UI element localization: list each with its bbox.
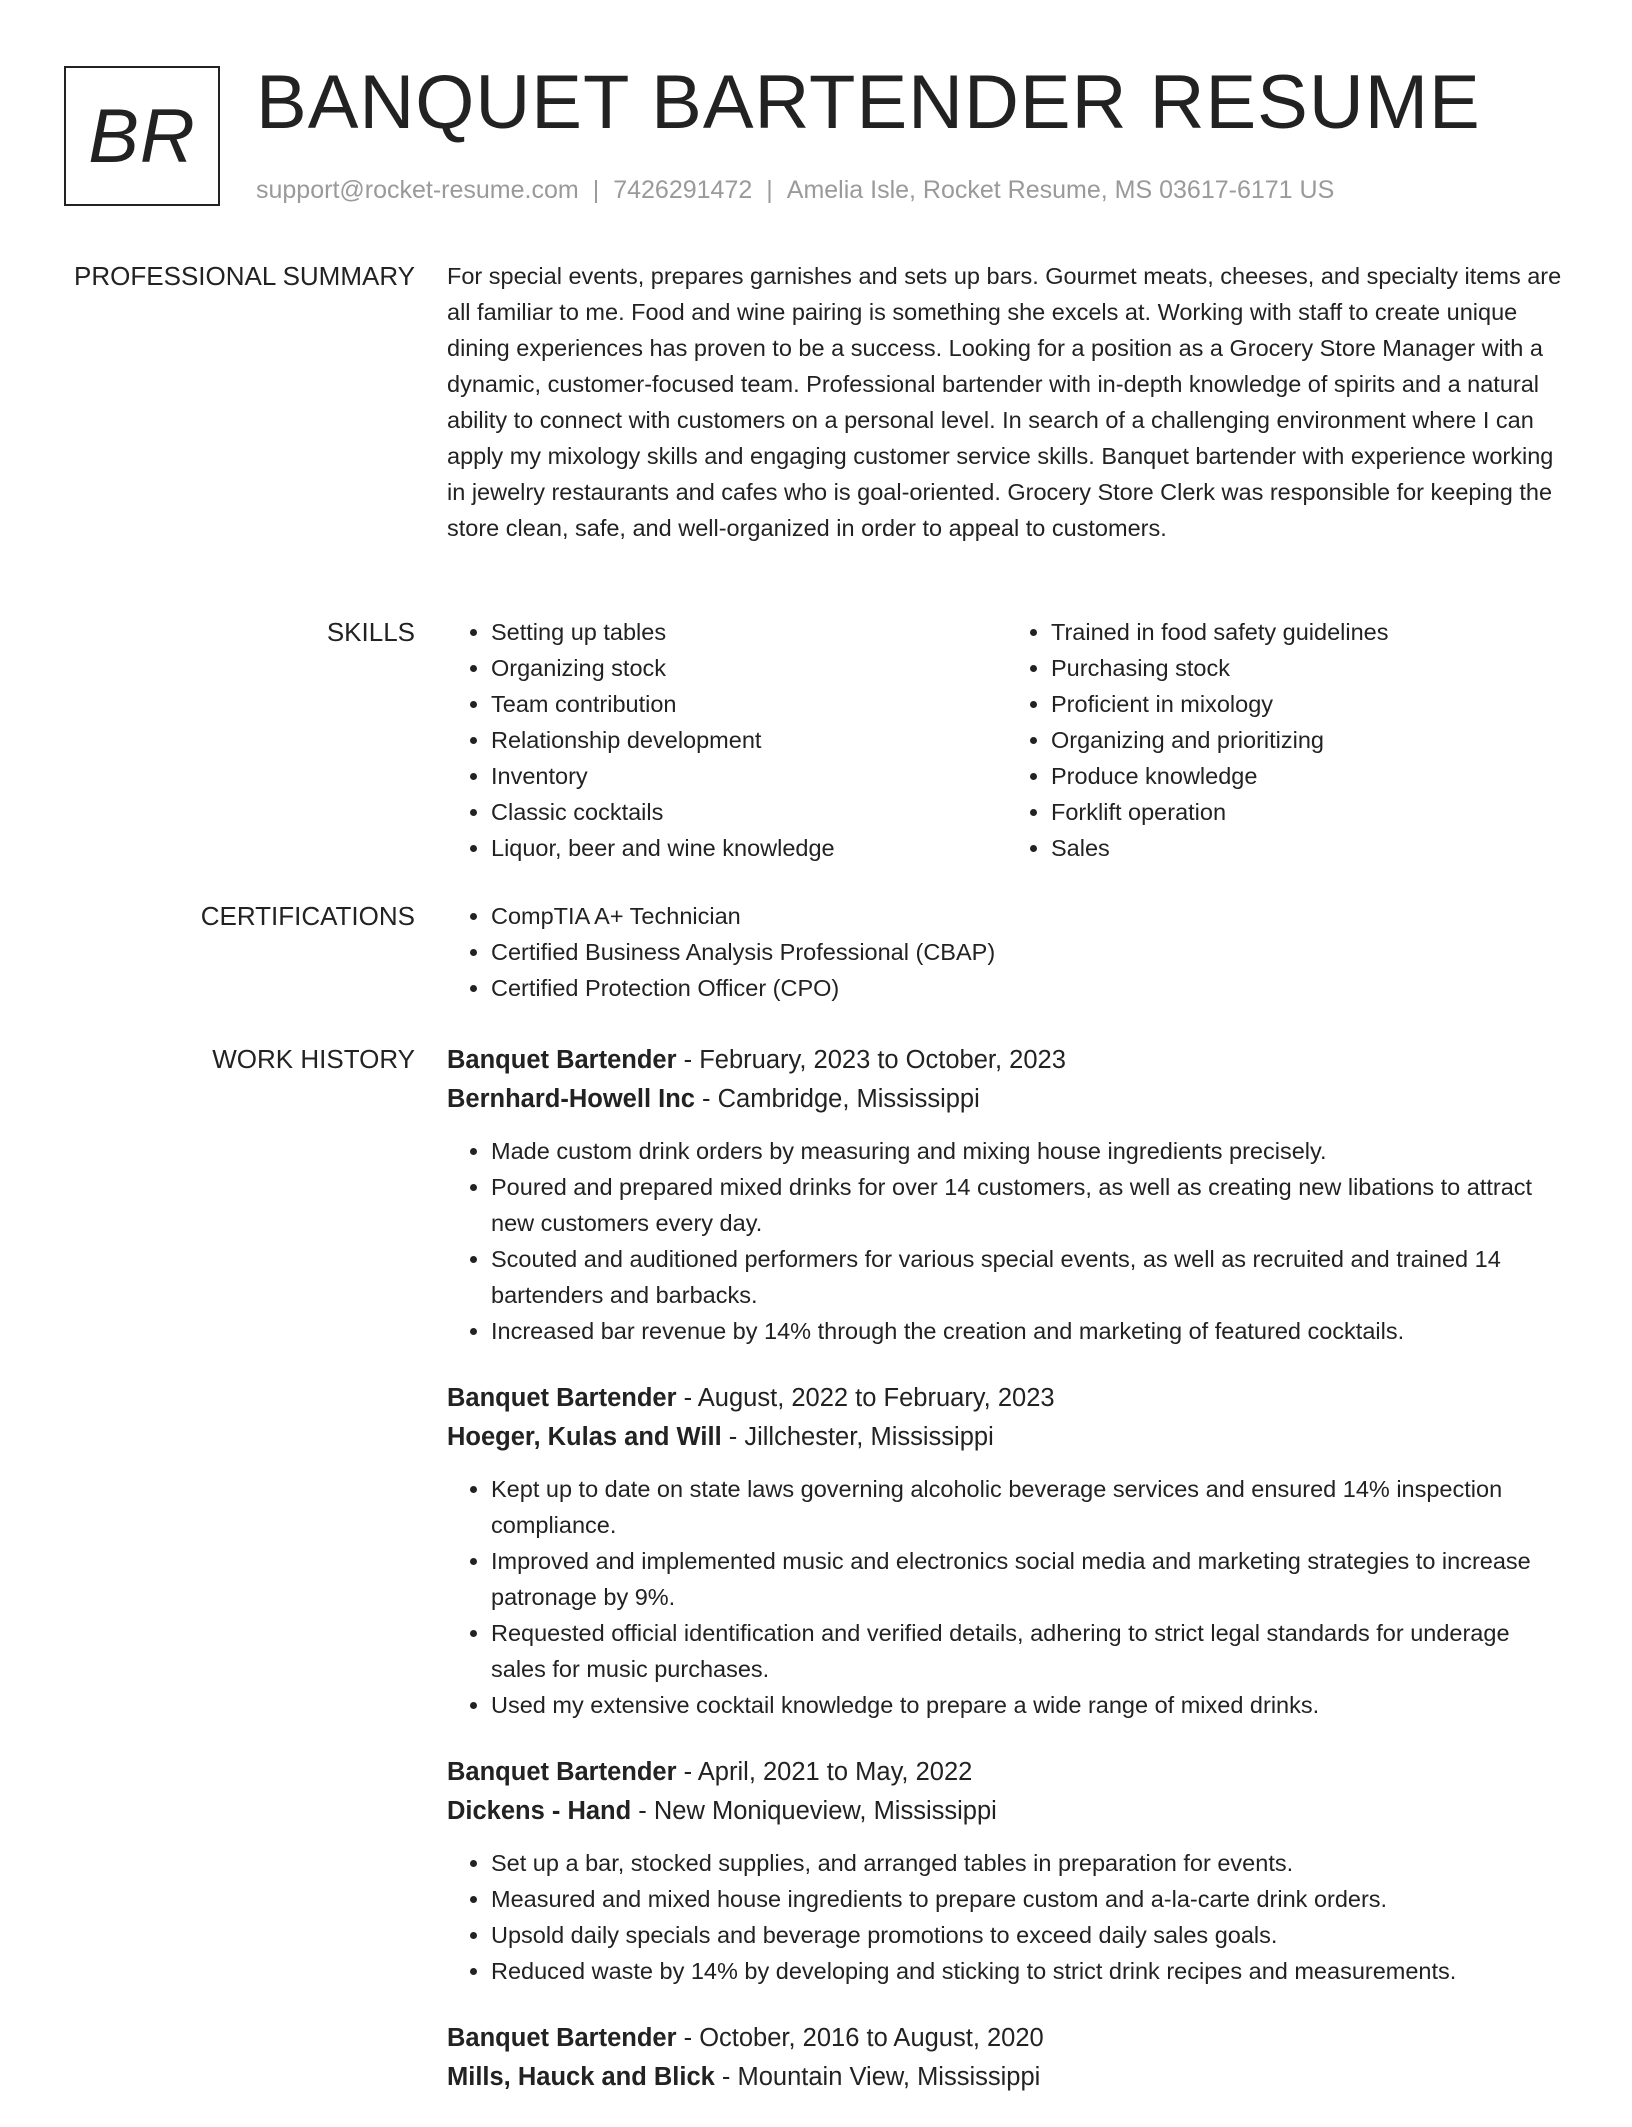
job-company: Mills, Hauck and Blick [447,2063,715,2091]
job-dates: - April, 2021 to May, 2022 [676,1758,973,1786]
certifications-list [447,898,1567,1006]
list-item: • Forklift operation [1051,794,1567,830]
summary-label: PROFESSIONAL SUMMARY [74,261,415,291]
skills-list-left [447,614,1007,866]
job-entry [447,1753,1567,1989]
skills-label: SKILLS [326,617,415,647]
job-title-line [447,2019,1567,2058]
list-item: • Relationship development [491,722,1007,758]
list-item: • Purchasing stock [1051,650,1567,686]
job-company-line [447,1418,1567,1457]
certifications-label: CERTIFICATIONS [200,901,415,931]
list-item: • Used my extensive cocktail knowledge to prepare a wide range of mixed drinks. [491,1687,1567,1723]
job-entry [447,1041,1567,1349]
skills-list-right [1007,614,1567,866]
contact-separator: | [592,176,600,204]
certifications-content [447,898,1567,1006]
job-bullets [447,1471,1567,1723]
job-bullets [447,1133,1567,1349]
summary-content [447,258,1567,546]
summary-text: For special events, prepares garnishes and sets up bars. Gourmet meats, cheeses, and specialty items are all familiar to me. Food and wine pairing is something she excels at. Working with staff to create unique dining experiences has proven to be a success. Looking for a position as a Grocery Store Manager with a dynamic, customer-focused team. Professional bartender with in-depth knowledge of spirits and a natural ability to connect with customers on a personal level. In search of a challenging environment where I can apply my mixology skills and engaging customer service skills. Banquet bartender with experience working in jewelry restaurants and cafes who is goal-oriented. Grocery Store Clerk was responsible for keeping the store clean, safe, and well-organized in order to appeal to customers. [447,263,1562,541]
list-item: • Reduced waste by 14% by developing and sticking to strict drink recipes and measurements. [491,1953,1567,1989]
job-title: Banquet Bartender [447,2024,677,2052]
work-history-label: WORK HISTORY [212,1044,415,1074]
list-item: • CompTIA A+ Technician [491,898,1567,934]
job-title-line [447,1379,1567,1418]
job-location: - Jillchester, Mississippi [721,1423,994,1451]
contact-address: Amelia Isle, Rocket Resume, MS 03617-6171 US [786,176,1335,204]
list-item: • Requested official identification and verified details, adhering to strict legal standards for underage sales for music purchases. [491,1615,1567,1687]
job-company-line [447,1792,1567,1831]
list-item: • Organizing and prioritizing [1051,722,1567,758]
list-item: • Measured and mixed house ingredients to prepare custom and a-la-carte drink orders. [491,1881,1567,1917]
list-item: • Kept up to date on state laws governing alcoholic beverage services and ensured 14% inspection compliance. [491,1471,1567,1543]
list-item: • Trained in food safety guidelines [1051,614,1567,650]
job-company-line [447,2058,1567,2097]
job-dates: - February, 2023 to October, 2023 [676,1046,1066,1074]
job-title-line [447,1041,1567,1080]
job-title: Banquet Bartender [447,1384,677,1412]
job-location: - Cambridge, Mississippi [694,1085,980,1113]
contact-phone[interactable]: 7426291472 [613,176,753,204]
page-title: BANQUET BARTENDER RESUME [256,60,1481,145]
list-item: • Setting up tables [491,614,1007,650]
list-item: • Team contribution [491,686,1007,722]
list-item: • Scouted and auditioned performers for various special events, as well as recruited and trained 14 bartenders and barbacks. [491,1241,1567,1313]
job-bullets [447,1845,1567,1989]
list-item: • Improved and implemented music and electronics social media and marketing strategies to increase patronage by 9%. [491,1543,1567,1615]
job-company-line [447,1080,1567,1119]
list-item: • Certified Business Analysis Professional (CBAP) [491,934,1567,970]
job-company: Dickens - Hand [447,1797,632,1825]
job-location: - Mountain View, Mississippi [714,2063,1041,2091]
contact-email[interactable]: support@rocket-resume.com [256,176,579,204]
skills-content [447,614,1567,866]
list-item: • Organizing stock [491,650,1007,686]
list-item: • Classic cocktails [491,794,1007,830]
list-item: • Produce knowledge [1051,758,1567,794]
job-title: Banquet Bartender [447,1046,677,1074]
job-dates: - August, 2022 to February, 2023 [676,1384,1055,1412]
list-item: • Certified Protection Officer (CPO) [491,970,1567,1006]
list-item: • Increased bar revenue by 14% through the creation and marketing of featured cocktails. [491,1313,1567,1349]
job-title-line [447,1753,1567,1792]
list-item: • Upsold daily specials and beverage promotions to exceed daily sales goals. [491,1917,1567,1953]
job-location: - New Moniqueview, Mississippi [631,1797,997,1825]
list-item: • Made custom drink orders by measuring and mixing house ingredients precisely. [491,1133,1567,1169]
list-item: • Poured and prepared mixed drinks for over 14 customers, as well as creating new libations to attract new customers every day. [491,1169,1567,1241]
list-item: • Inventory [491,758,1007,794]
job-entry [447,2019,1567,2097]
job-title: Banquet Bartender [447,1758,677,1786]
monogram-logo: BR [64,66,220,206]
job-company: Hoeger, Kulas and Will [447,1423,722,1451]
job-entry [447,1379,1567,1723]
work-history-content [447,1041,1567,2127]
list-item: • Sales [1051,830,1567,866]
job-company: Bernhard-Howell Inc [447,1085,695,1113]
list-item: • Set up a bar, stocked supplies, and arranged tables in preparation for events. [491,1845,1567,1881]
contact-separator: | [766,176,773,204]
list-item: • Proficient in mixology [1051,686,1567,722]
contact-line [256,174,1334,206]
list-item: • Liquor, beer and wine knowledge [491,830,1007,866]
job-dates: - October, 2016 to August, 2020 [676,2024,1044,2052]
